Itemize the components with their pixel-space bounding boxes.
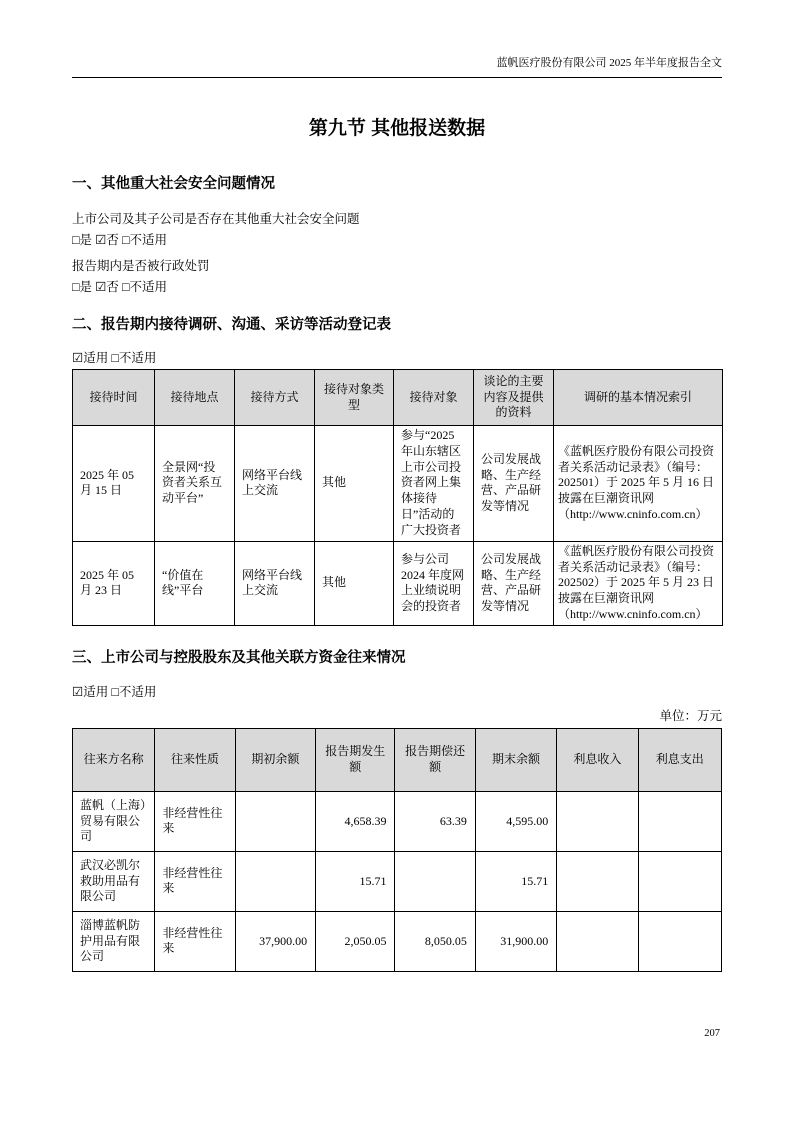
cell-survey-index: 《蓝帆医疗股份有限公司投资者关系活动记录表》（编号：202502）于 2025 年 5 月 23 日披露在巨潮资讯网（http://www.cninfo.com.cn） bbox=[554, 541, 723, 625]
cell-party-name: 淄博蓝帆防护用品有限公司 bbox=[73, 911, 155, 971]
page-number: 207 bbox=[704, 1028, 720, 1039]
section-1-question-2: 报告期内是否被行政处罚 bbox=[72, 259, 210, 273]
column-header: 接待方式 bbox=[235, 370, 315, 426]
cell-interest-income bbox=[557, 911, 638, 971]
table-header-row bbox=[73, 728, 722, 791]
unit-label: 单位：万元 bbox=[659, 708, 722, 723]
column-header: 接待对象 bbox=[394, 370, 474, 426]
table-row bbox=[73, 426, 723, 542]
cell-opening-balance bbox=[235, 851, 315, 911]
chapter-title: 第九节 其他报送数据 bbox=[308, 118, 486, 139]
column-header: 报告期偿还额 bbox=[395, 728, 475, 791]
cell-survey-index: 《蓝帆医疗股份有限公司投资者关系活动记录表》（编号：202501）于 2025 年 5 月 16 日披露在巨潮资讯网（http://www.cninfo.com.cn） bbox=[554, 426, 723, 542]
section-2-heading: 二、报告期内接待调研、沟通、采访等活动登记表 bbox=[72, 317, 391, 333]
column-header: 调研的基本情况索引 bbox=[554, 370, 723, 426]
table-row bbox=[73, 851, 722, 911]
cell-reception-place: “价值在线”平台 bbox=[155, 541, 235, 625]
cell-incurred: 15.71 bbox=[316, 851, 395, 911]
report-header bbox=[72, 0, 722, 78]
column-header: 利息支出 bbox=[638, 728, 721, 791]
cell-interest-expense bbox=[638, 911, 721, 971]
cell-closing-balance: 15.71 bbox=[475, 851, 556, 911]
cell-party-name: 蓝帆（上海）贸易有限公司 bbox=[73, 791, 155, 851]
cell-opening-balance: 37,900.00 bbox=[235, 911, 315, 971]
column-header: 接待地点 bbox=[155, 370, 235, 426]
column-header: 期初余额 bbox=[235, 728, 315, 791]
section-1-answer-1: □是 ☑否 □不适用 bbox=[72, 233, 168, 247]
table-row bbox=[73, 791, 722, 851]
table-header-row bbox=[73, 370, 723, 426]
section-2-applicable: ☑适用 □不适用 bbox=[72, 351, 157, 365]
cell-reception-method: 网络平台线上交流 bbox=[235, 541, 315, 625]
cell-reception-method: 网络平台线上交流 bbox=[235, 426, 315, 542]
cell-closing-balance: 31,900.00 bbox=[475, 911, 556, 971]
cell-interest-expense bbox=[638, 851, 721, 911]
section-3-applicable: ☑适用 □不适用 bbox=[72, 684, 157, 699]
cell-visitor-type: 其他 bbox=[315, 426, 394, 542]
column-header: 接待时间 bbox=[73, 370, 155, 426]
cell-topics: 公司发展战略、生产经营、产品研发等情况 bbox=[474, 541, 554, 625]
cell-party-name: 武汉必凯尔救助用品有限公司 bbox=[73, 851, 155, 911]
cell-interest-income bbox=[557, 791, 638, 851]
column-header: 利息收入 bbox=[557, 728, 638, 791]
column-header: 期末余额 bbox=[475, 728, 556, 791]
column-header: 往来性质 bbox=[155, 728, 235, 791]
section-1-question-1: 上市公司及其子公司是否存在其他重大社会安全问题 bbox=[72, 212, 360, 226]
cell-reception-date: 2025 年 05 月 23 日 bbox=[73, 541, 155, 625]
cell-nature: 非经营性往来 bbox=[155, 911, 235, 971]
cell-repaid: 63.39 bbox=[395, 791, 475, 851]
table-row bbox=[73, 541, 723, 625]
column-header: 接待对象类型 bbox=[315, 370, 394, 426]
table-row bbox=[73, 911, 722, 971]
section-1-answer-2: □是 ☑否 □不适用 bbox=[72, 280, 168, 294]
reception-activity-table bbox=[72, 369, 723, 626]
cell-visitor-type: 其他 bbox=[315, 541, 394, 625]
cell-repaid bbox=[395, 851, 475, 911]
section-3-heading: 三、上市公司与控股股东及其他关联方资金往来情况 bbox=[72, 649, 406, 666]
related-party-funds-table bbox=[72, 728, 722, 972]
cell-repaid: 8,050.05 bbox=[395, 911, 475, 971]
cell-visitor: 参与公司 2024 年度网上业绩说明会的投资者 bbox=[394, 541, 474, 625]
cell-reception-date: 2025 年 05 月 15 日 bbox=[73, 426, 155, 542]
cell-visitor: 参与“2025 年山东辖区上市公司投资者网上集体接待日”活动的广大投资者 bbox=[394, 426, 474, 542]
report-header-text: 蓝帆医疗股份有限公司 2025 年半年度报告全文 bbox=[496, 57, 722, 69]
section-1-heading: 一、其他重大社会安全问题情况 bbox=[72, 176, 275, 192]
cell-interest-expense bbox=[638, 791, 721, 851]
cell-topics: 公司发展战略、生产经营、产品研发等情况 bbox=[474, 426, 554, 542]
cell-closing-balance: 4,595.00 bbox=[475, 791, 556, 851]
cell-opening-balance bbox=[235, 791, 315, 851]
column-header: 报告期发生额 bbox=[316, 728, 395, 791]
cell-nature: 非经营性往来 bbox=[155, 791, 235, 851]
column-header: 谈论的主要内容及提供的资料 bbox=[474, 370, 554, 426]
cell-reception-place: 全景网“投资者关系互动平台” bbox=[155, 426, 235, 542]
cell-interest-income bbox=[557, 851, 638, 911]
cell-nature: 非经营性往来 bbox=[155, 851, 235, 911]
column-header: 往来方名称 bbox=[73, 728, 155, 791]
cell-incurred: 4,658.39 bbox=[316, 791, 395, 851]
cell-incurred: 2,050.05 bbox=[316, 911, 395, 971]
